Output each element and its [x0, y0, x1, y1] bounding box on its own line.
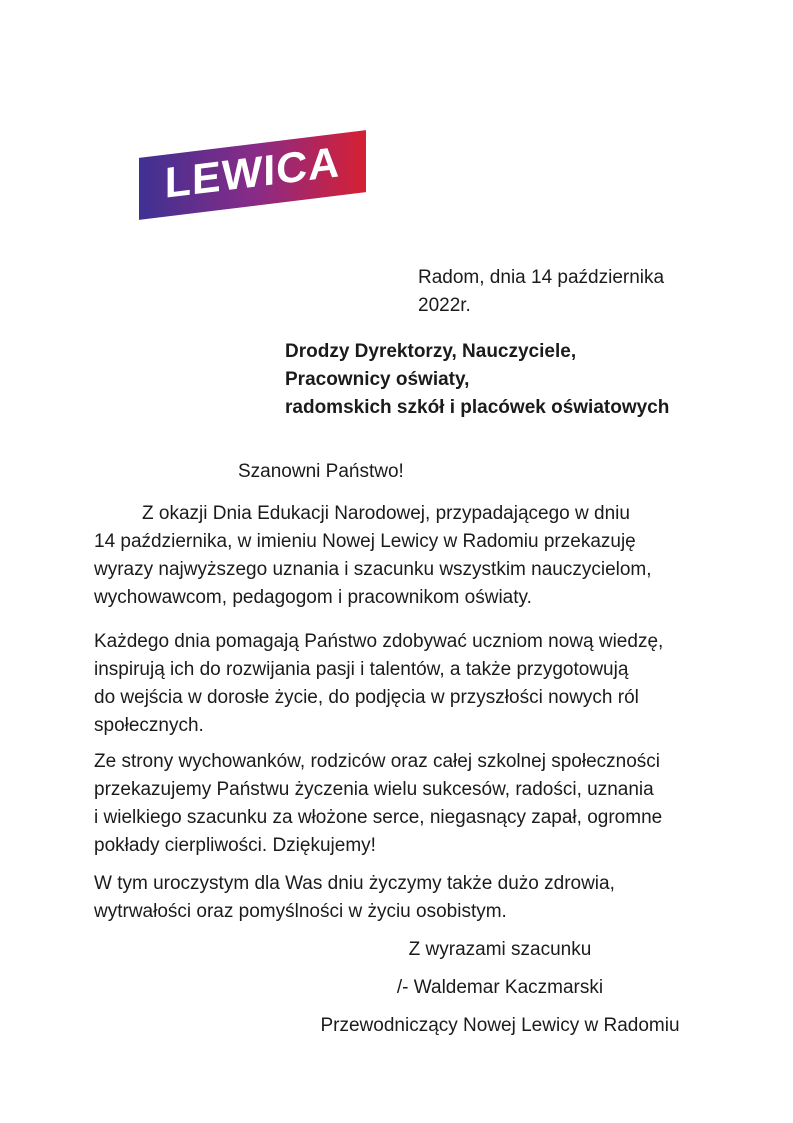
- paragraph-line: Z okazji Dnia Edukacji Narodowej, przypadającego w dniu: [142, 503, 630, 524]
- addressee-line: Drodzy Dyrektorzy, Nauczyciele,: [285, 341, 577, 362]
- paragraph: [94, 500, 699, 612]
- paragraph-line: do wejścia w dorosłe życie, do podjęcia w przyszłości nowych ról: [94, 687, 639, 708]
- paragraph: [94, 870, 699, 926]
- closing-block: [300, 936, 700, 1040]
- paragraph-line: przekazujemy Państwu życzenia wielu sukcesów, radości, uznania: [94, 779, 654, 800]
- paragraph-line: i wielkiego szacunku za włożone serce, niegasnący zapał, ogromne: [94, 807, 663, 828]
- salutation: Szanowni Państwo!: [238, 461, 404, 482]
- paragraph-line: W tym uroczystym dla Was dniu życzymy także dużo zdrowia,: [94, 873, 615, 894]
- paragraph-line: wytrwałości oraz pomyślności w życiu osobistym.: [94, 901, 507, 922]
- addressee-line: Pracownicy oświaty,: [285, 369, 470, 390]
- paragraph-line: społecznych.: [94, 715, 204, 736]
- paragraph-line: Każdego dnia pomagają Państwo zdobywać uczniom nową wiedzę,: [94, 631, 664, 652]
- closing-phrase: Z wyrazami szacunku: [408, 939, 592, 960]
- paragraph: [94, 628, 699, 740]
- letter-page: [0, 138, 793, 1123]
- addressee-block: [285, 338, 699, 422]
- paragraph-line: inspirują ich do rozwijania pasji i talentów, a także przygotowują: [94, 659, 629, 680]
- date-line: Radom, dnia 14 października 2022r.: [418, 267, 665, 316]
- addressee-line: radomskich szkół i placówek oświatowych: [285, 397, 670, 418]
- paragraph-line: pokłady cierpliwości. Dziękujemy!: [94, 835, 376, 856]
- lewica-logo-text: LEWICA: [164, 138, 341, 208]
- paragraph-line: wychowawcom, pedagogom i pracownikom oświaty.: [94, 587, 532, 608]
- paragraph: [94, 748, 699, 860]
- signature-title: Przewodniczący Nowej Lewicy w Radomiu: [320, 1015, 680, 1036]
- paragraph-line: wyrazy najwyższego uznania i szacunku wszystkim nauczycielom,: [94, 559, 652, 580]
- paragraph-line: Ze strony wychowanków, rodziców oraz całej szkolnej społeczności: [94, 751, 661, 772]
- signature-name: /- Waldemar Kaczmarski: [396, 977, 604, 998]
- paragraph-line: 14 października, w imieniu Nowej Lewicy w Radomiu przekazuję: [94, 531, 636, 552]
- lewica-logo: [139, 130, 366, 220]
